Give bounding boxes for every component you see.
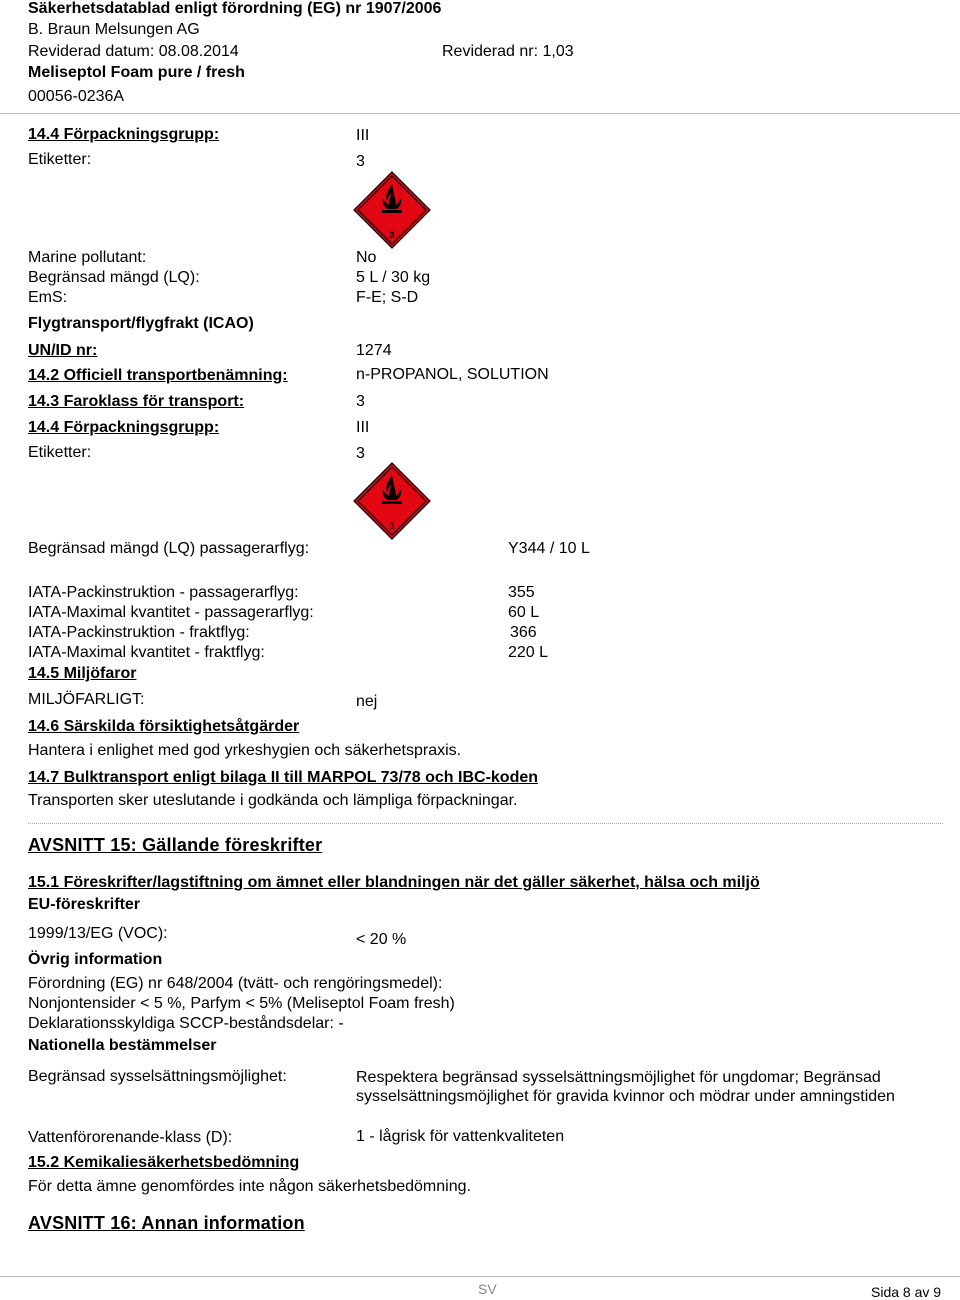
employment-restriction-label: Begränsad sysselsättningsmöjlighet: bbox=[28, 1068, 287, 1085]
air-labels-label: Etiketter: bbox=[28, 444, 92, 461]
eu-regulations-heading: EU-föreskrifter bbox=[28, 896, 141, 913]
un-value: 1274 bbox=[356, 342, 392, 359]
header-line-1: Säkerhetsdatablad enligt förordning (EG) nr 1907/2006 bbox=[28, 0, 442, 17]
lq-label: Begränsad mängd (LQ): bbox=[28, 269, 200, 286]
lq-passenger-value: Y344 / 10 L bbox=[508, 540, 590, 557]
section-15-title: AVSNITT 15: Gällande föreskrifter bbox=[28, 835, 323, 855]
iata-row-value: 355 bbox=[508, 584, 535, 601]
transport-name-label: 14.2 Officiell transportbenämning: bbox=[28, 367, 288, 384]
sea-labels-value: 3 bbox=[356, 153, 365, 170]
bulk-transport-heading: 14.7 Bulktransport enligt bilaga II till MARPOL 73/78 och IBC-koden bbox=[28, 769, 539, 786]
ems-label: EmS: bbox=[28, 289, 68, 306]
chemical-safety-text: För detta ämne genomfördes inte någon säkerhetsbedömning. bbox=[28, 1178, 471, 1195]
ems-value: F-E; S-D bbox=[356, 289, 419, 306]
header-revised-no: Reviderad nr: 1,03 bbox=[442, 43, 574, 60]
national-regulations-heading: Nationella bestämmelser bbox=[28, 1037, 217, 1054]
section-16-title: AVSNITT 16: Annan information bbox=[28, 1213, 305, 1233]
other-information-line: Förordning (EG) nr 648/2004 (tvätt- och rengöringsmedel): bbox=[28, 975, 443, 992]
hazard-class-label: 14.3 Faroklass för transport: bbox=[28, 393, 245, 410]
header-product: Meliseptol Foam pure / fresh bbox=[28, 64, 245, 81]
other-information-line: Nonjontensider < 5 %, Parfym < 5% (Meliseptol Foam fresh) bbox=[28, 995, 455, 1012]
sea-pack-group-value: III bbox=[356, 127, 370, 144]
flammable-liquid-class-3-icon bbox=[352, 170, 432, 250]
env-hazardous-label: MILJÖFARLIGT: bbox=[28, 691, 145, 708]
special-precautions-heading: 14.6 Särskilda försiktighetsåtgärder bbox=[28, 718, 300, 735]
footer-language: SV bbox=[478, 1281, 497, 1297]
other-information-heading: Övrig information bbox=[28, 951, 163, 968]
regulations-heading: 15.1 Föreskrifter/lagstiftning om ämnet eller blandningen när det gäller säkerhet, hälsa och miljö bbox=[28, 874, 760, 891]
section-divider bbox=[28, 823, 943, 824]
marine-pollutant-label: Marine pollutant: bbox=[28, 249, 147, 266]
iata-row-value: 366 bbox=[510, 624, 537, 641]
header-revised-date: Reviderad datum: 08.08.2014 bbox=[28, 43, 239, 60]
flammable-liquid-class-3-icon bbox=[352, 461, 432, 541]
header-company: B. Braun Melsungen AG bbox=[28, 21, 200, 38]
header-divider bbox=[0, 113, 960, 114]
air-heading: Flygtransport/flygfrakt (ICAO) bbox=[28, 315, 254, 332]
employment-restriction-line: sysselsättningsmöjlighet för gravida kvinnor och mödrar under amningstiden bbox=[356, 1088, 895, 1105]
other-information-line: Deklarationsskyldiga SCCP-beståndsdelar: - bbox=[28, 1015, 344, 1032]
iata-row-value: 60 L bbox=[508, 604, 540, 621]
sea-pack-group-label: 14.4 Förpackningsgrupp: bbox=[28, 126, 220, 143]
chemical-safety-heading: 15.2 Kemikaliesäkerhetsbedömning bbox=[28, 1154, 300, 1171]
water-hazard-value: 1 - lågrisk för vattenkvaliteten bbox=[356, 1128, 565, 1145]
bulk-transport-text: Transporten sker uteslutande i godkända och lämpliga förpackningar. bbox=[28, 792, 518, 809]
env-hazardous-value: nej bbox=[356, 693, 378, 710]
iata-row-label: IATA-Packinstruktion - passagerarflyg: bbox=[28, 584, 299, 601]
header-code: 00056-0236A bbox=[28, 88, 125, 105]
footer-page-number: Sida 8 av 9 bbox=[871, 1284, 942, 1300]
employment-restriction-line: Respektera begränsad sysselsättningsmöjlighet för ungdomar; Begränsad bbox=[356, 1069, 881, 1086]
iata-row-label: IATA-Maximal kvantitet - passagerarflyg: bbox=[28, 604, 314, 621]
un-label: UN/ID nr: bbox=[28, 342, 98, 359]
lq-passenger-label: Begränsad mängd (LQ) passagerarflyg: bbox=[28, 540, 310, 557]
lq-value: 5 L / 30 kg bbox=[356, 269, 431, 286]
iata-row-label: IATA-Maximal kvantitet - fraktflyg: bbox=[28, 644, 265, 661]
special-precautions-text: Hantera i enlighet med god yrkeshygien och säkerhetspraxis. bbox=[28, 742, 462, 759]
footer-divider bbox=[0, 1276, 960, 1277]
environmental-hazards-heading: 14.5 Miljöfaror bbox=[28, 665, 137, 682]
water-hazard-label: Vattenförorenande-klass (D): bbox=[28, 1129, 233, 1146]
air-labels-value: 3 bbox=[356, 445, 365, 462]
air-pack-group-value: III bbox=[356, 419, 370, 436]
sea-labels-label: Etiketter: bbox=[28, 151, 92, 168]
transport-name-value: n-PROPANOL, SOLUTION bbox=[356, 366, 549, 383]
voc-label: 1999/13/EG (VOC): bbox=[28, 925, 168, 942]
iata-row-value: 220 L bbox=[508, 644, 549, 661]
hazard-class-value: 3 bbox=[356, 393, 365, 410]
iata-row-label: IATA-Packinstruktion - fraktflyg: bbox=[28, 624, 250, 641]
voc-value: < 20 % bbox=[356, 931, 407, 948]
marine-pollutant-value: No bbox=[356, 249, 377, 266]
pictogram-number: 3 bbox=[389, 230, 395, 240]
pictogram-number: 3 bbox=[389, 521, 395, 531]
air-pack-group-label: 14.4 Förpackningsgrupp: bbox=[28, 419, 220, 436]
